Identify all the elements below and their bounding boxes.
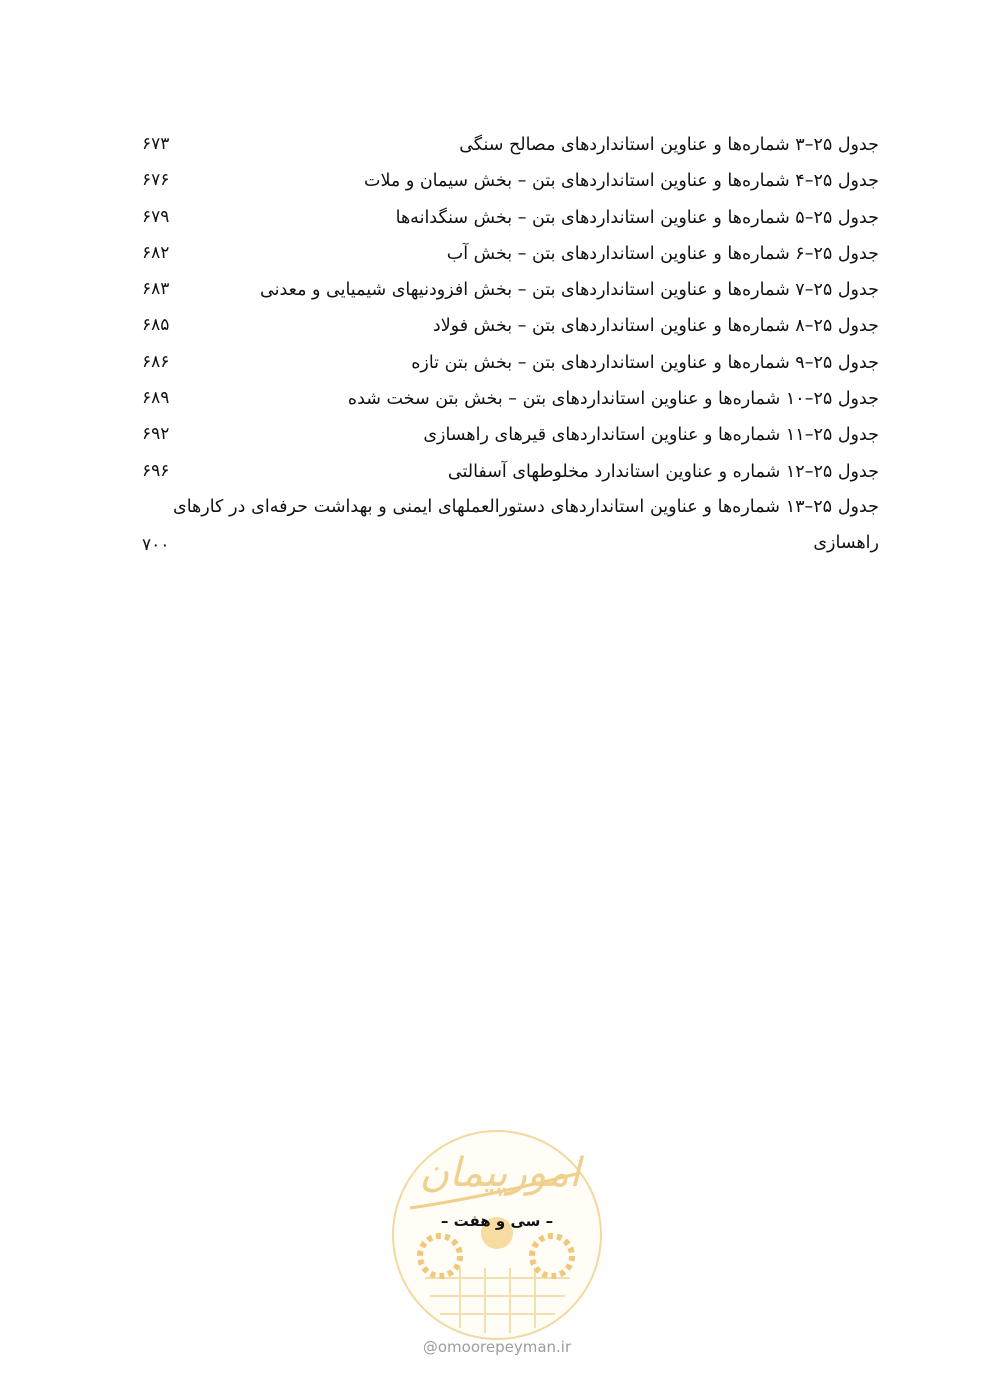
toc-entry-page: ۶۷۳ xyxy=(142,134,170,154)
toc-entry[interactable] xyxy=(0,199,992,235)
toc-entry-page: ۷۰۰ xyxy=(142,534,170,555)
toc-entry-title: جدول ۲۵–۱۱ شماره‌ها و عناوین استانداردهای قیرهای راهسازی xyxy=(423,425,879,446)
website-watermark: @omoorepeyman.ir xyxy=(422,1338,572,1356)
toc-entry[interactable] xyxy=(0,235,992,271)
toc-entry[interactable] xyxy=(0,271,992,307)
toc-entry[interactable] xyxy=(0,344,992,380)
toc-entry-page: ۶۸۲ xyxy=(142,242,170,263)
toc-entry-page: ۶۹۲ xyxy=(142,424,170,445)
toc-entry[interactable] xyxy=(0,162,992,198)
toc-entry-title: جدول ۲۵–۸ شماره‌ها و عناوین استانداردهای بتن – بخش فولاد xyxy=(432,316,879,337)
toc-entry[interactable] xyxy=(0,453,992,489)
toc-entry-page: ۶۸۹ xyxy=(142,388,170,409)
toc-entry[interactable] xyxy=(0,380,992,416)
page-number-label: – سی و هفت – xyxy=(440,1212,554,1230)
toc-entry[interactable] xyxy=(0,489,992,565)
toc-entry-page: ۶۸۳ xyxy=(142,279,170,300)
toc-entry-title: جدول ۲۵–۱۳ شماره‌ها و عناوین استانداردهای دستورالعملهای ایمنی و بهداشت حرفه‌ای در کارهای راهسازی xyxy=(173,496,879,553)
toc-entry[interactable] xyxy=(0,126,992,162)
toc-entry-title: جدول ۲۵–۳ شماره‌ها و عناوین استانداردهای مصالح سنگی xyxy=(459,135,879,155)
toc-entry[interactable] xyxy=(0,307,992,343)
toc-entry-page: ۶۸۶ xyxy=(142,351,170,372)
table-of-contents xyxy=(0,126,992,565)
toc-entry-title: جدول ۲۵–۴ شماره‌ها و عناوین استانداردهای بتن – بخش سیمان و ملات xyxy=(363,171,879,192)
toc-entry-page: ۶۷۹ xyxy=(142,206,170,227)
toc-entry-title: جدول ۲۵–۷ شماره‌ها و عناوین استانداردهای بتن – بخش افزودنیهای شیمیایی و معدنی xyxy=(259,280,879,301)
toc-entry-title: جدول ۲۵–۱۰ شماره‌ها و عناوین استانداردهای بتن – بخش بتن سخت شده xyxy=(347,389,879,410)
toc-entry-title: جدول ۲۵–۹ شماره‌ها و عناوین استانداردهای بتن – بخش بتن تازه xyxy=(411,352,879,373)
toc-entry-title: جدول ۲۵–۶ شماره‌ها و عناوین استانداردهای بتن – بخش آب xyxy=(446,243,879,264)
toc-entry[interactable] xyxy=(0,416,992,452)
toc-entry-title: جدول ۲۵–۱۲ شماره و عناوین استاندارد مخلوطهای آسفالتی xyxy=(447,461,879,482)
toc-entry-page: ۶۸۵ xyxy=(142,315,170,336)
watermark-logo xyxy=(390,1128,604,1342)
toc-entry-title: جدول ۲۵–۵ شماره‌ها و عناوین استانداردهای بتن – بخش سنگدانه‌ها xyxy=(395,207,879,228)
watermark-logo-text: امورپیمان xyxy=(419,1150,581,1196)
toc-entry-page: ۶۷۶ xyxy=(142,170,170,191)
toc-entry-page: ۶۹۶ xyxy=(142,460,170,481)
